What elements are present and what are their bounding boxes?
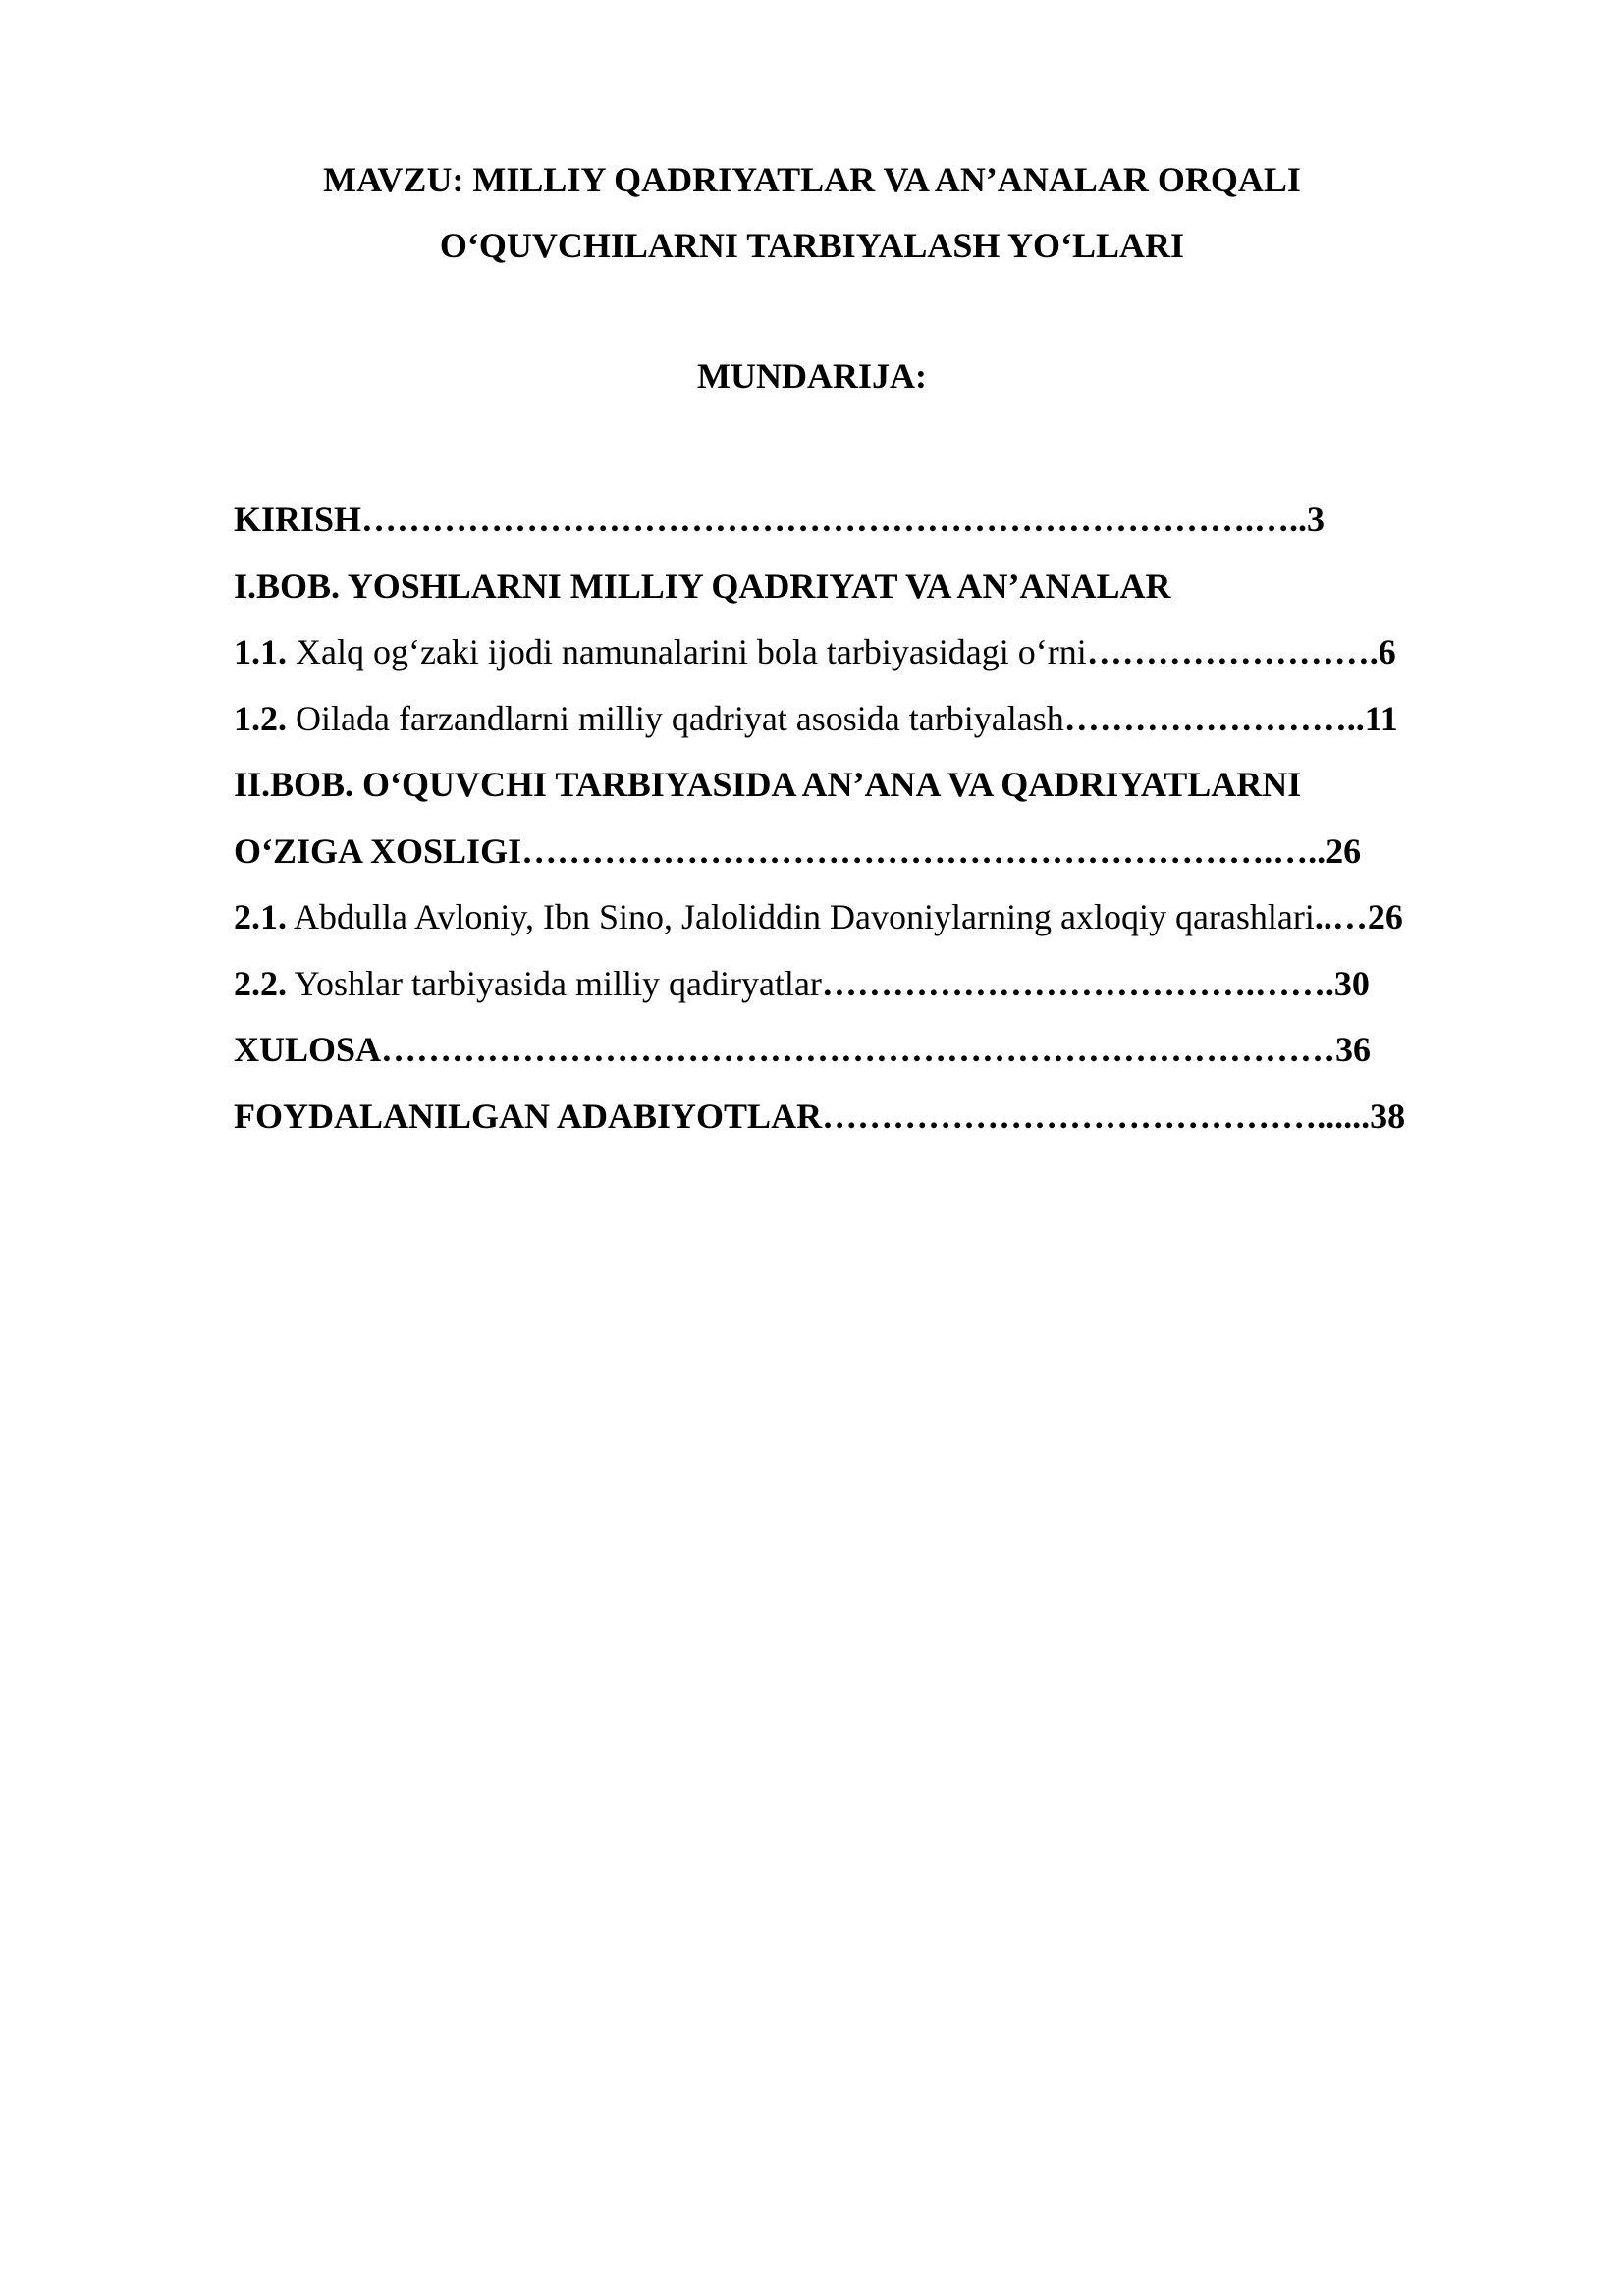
toc-page-number: 30: [1333, 963, 1370, 1003]
toc-entry-label: I.BOB. YOSHLARNI MILLIY QADRIYAT VA AN’ANALAR: [234, 565, 1171, 606]
toc-chapter-2-line-1[interactable]: [234, 752, 1530, 819]
toc-entry-text: Xalq og‘zaki ijodi namunalarini bola tarbiyasidagi o‘rni: [287, 632, 1087, 671]
toc-leader: ……………………………………......: [822, 1095, 1371, 1136]
toc-page-number: 11: [1364, 698, 1398, 738]
toc-leader: ………………………………………………………………………: [381, 1030, 1336, 1069]
toc-leader: …………………….: [1086, 632, 1379, 671]
toc-leader: ……………………………………………………….…..: [521, 830, 1326, 871]
toc-page-number: 3: [1307, 500, 1326, 539]
toc-leader: ………………………………………………………………….…..: [361, 500, 1308, 539]
toc-leader: ..…: [1314, 897, 1368, 936]
toc-page-number: 6: [1378, 632, 1396, 671]
toc-section-number: 2.2.: [234, 963, 287, 1003]
toc-page-number: 26: [1367, 897, 1403, 936]
toc-entry-text: Oilada farzandlarni milliy qadriyat asosida tarbiyalash: [287, 698, 1064, 738]
toc-section-number: 1.2.: [234, 698, 287, 738]
title-line-1: MAVZU: MILLIY QADRIYATLAR VA AN’ANALAR ORQALI: [323, 160, 1301, 199]
toc-leader: ……………………..: [1063, 698, 1365, 738]
toc-entry-label: II.BOB. O‘QUVCHI TARBIYASIDA AN’ANA VA QADRIYATLARNI: [234, 765, 1302, 804]
toc-section-1-2[interactable]: [234, 686, 1530, 753]
toc-leader: ……………………………….…….: [821, 963, 1334, 1003]
toc-entry-xulosa[interactable]: [234, 1017, 1530, 1084]
toc-chapter-1[interactable]: [234, 554, 1530, 620]
contents-heading: MUNDARIJA:: [697, 356, 927, 396]
toc-entry-label: KIRISH: [234, 500, 362, 539]
toc-section-2-2[interactable]: [234, 951, 1530, 1018]
document-title: [0, 147, 1624, 279]
toc-entry-text: Abdulla Avloniy, Ibn Sino, Jaloliddin Davoniylarning axloqiy qarashlari: [287, 897, 1315, 936]
toc-page-number: 36: [1335, 1030, 1372, 1069]
toc-entry-label: O‘ZIGA XOSLIGI: [234, 830, 522, 871]
toc-page-number: 26: [1326, 830, 1362, 871]
toc-entry-label: XULOSA: [234, 1030, 382, 1069]
toc-section-number: 1.1.: [234, 632, 287, 671]
toc-section-2-1[interactable]: [234, 884, 1530, 951]
toc-entry-label: FOYDALANILGAN ADABIYOTLAR: [234, 1095, 823, 1136]
toc-section-1-1[interactable]: [234, 619, 1530, 686]
toc-entry-kirish[interactable]: [234, 487, 1530, 554]
toc-entry-adabiyotlar[interactable]: [234, 1084, 1530, 1150]
toc-section-number: 2.1.: [234, 897, 287, 936]
toc-chapter-2-line-2[interactable]: [234, 819, 1530, 885]
table-of-contents: [234, 487, 1530, 1149]
toc-page-number: 38: [1370, 1095, 1406, 1136]
title-line-2: O‘QUVCHILARNI TARBIYALASH YO‘LLARI: [439, 226, 1185, 265]
toc-entry-text: Yoshlar tarbiyasida milliy qadiryatlar: [287, 963, 822, 1003]
